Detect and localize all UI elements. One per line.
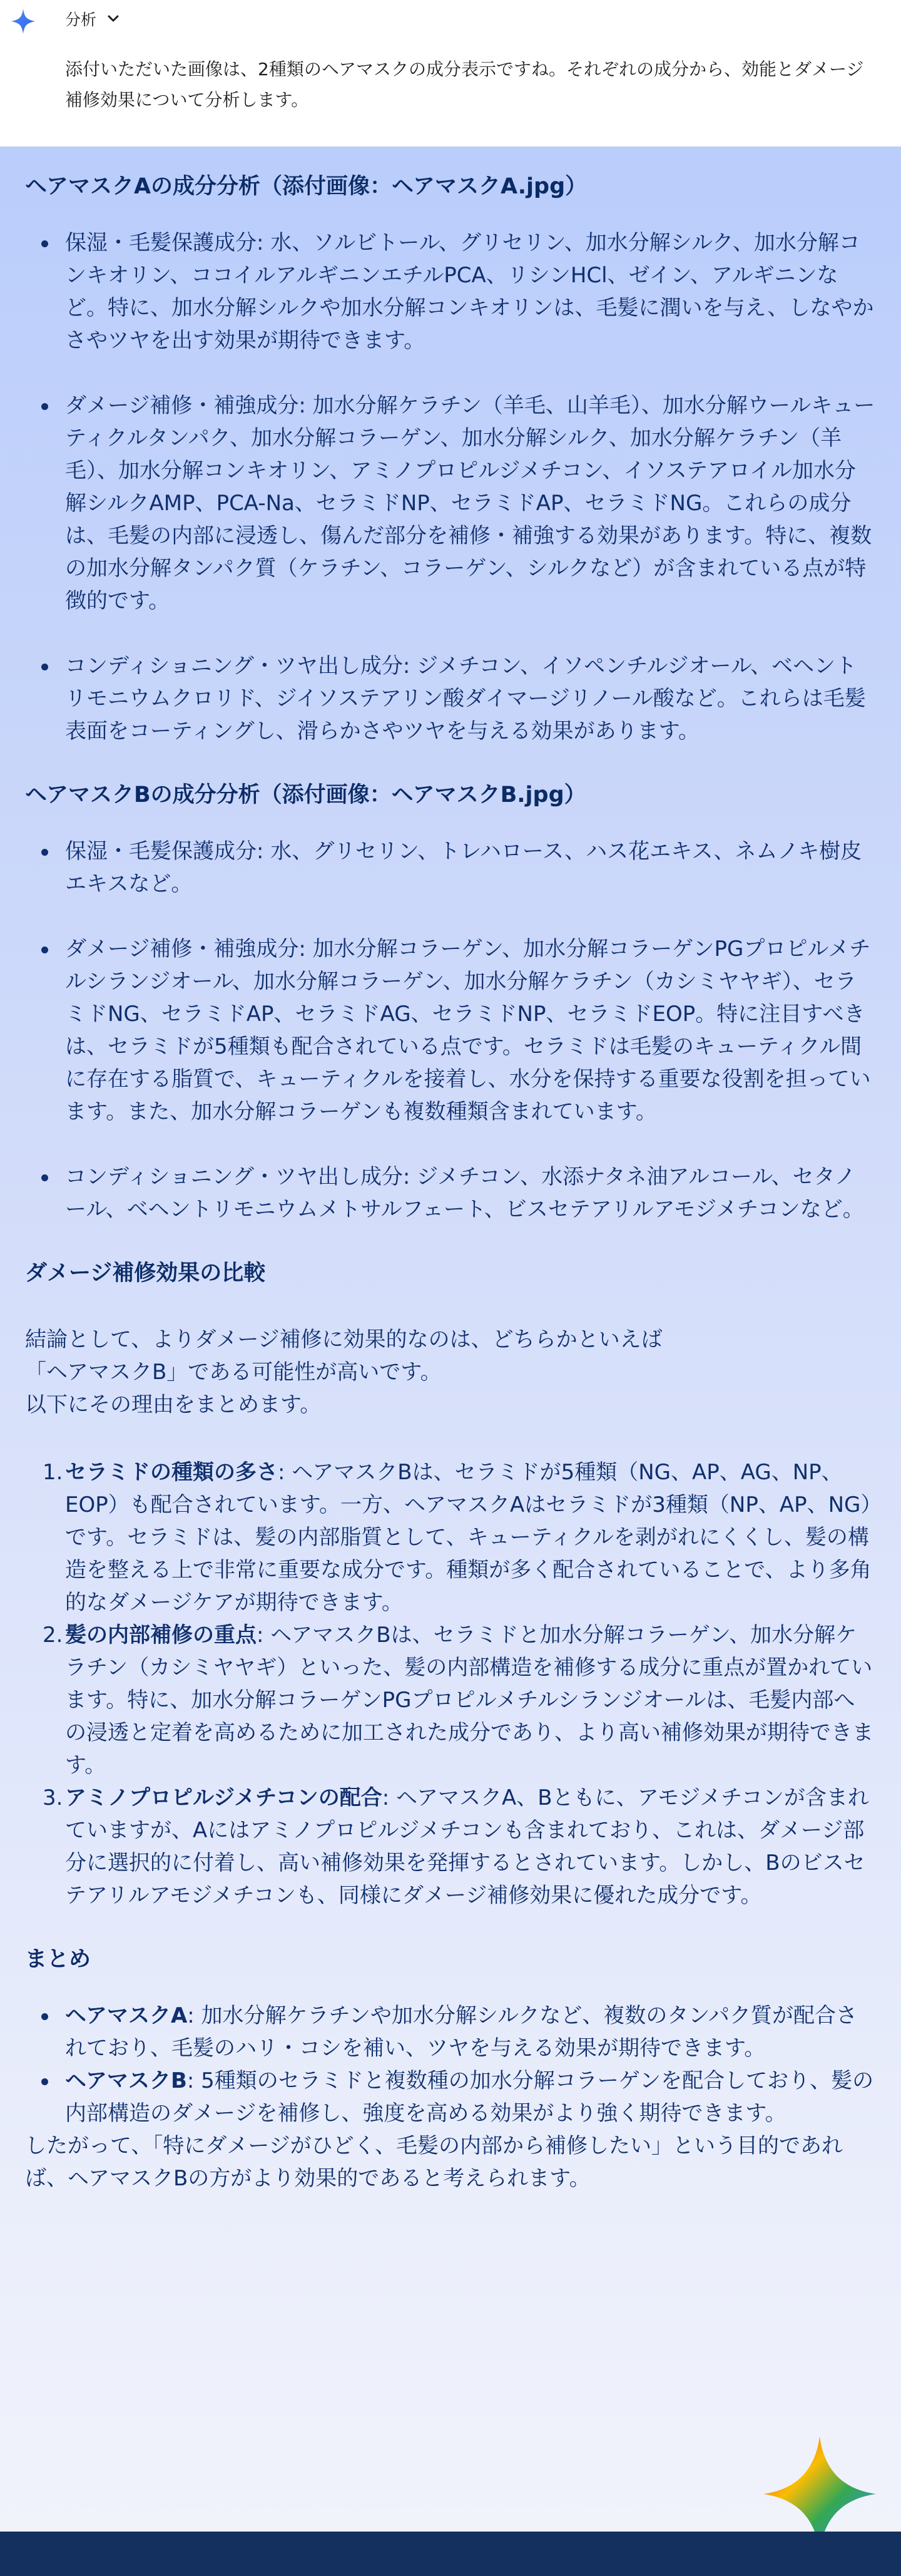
- summary-list: [25, 1999, 876, 2130]
- conclusion-line: 「ヘアマスクB」である可能性が高いです。: [25, 1360, 442, 1385]
- list-item: ダメージ補修・補強成分: 加水分解ケラチン（羊毛、山羊毛）、加水分解ウールキューティクルタンパク、加水分解コラーゲン、加水分解シルク、加水分解ケラチン（羊毛）、加水分解コンキオリン、アミノプロピルジメチコン、イソステアロイル加水分解シルクAMP、PCA-Na、セラミドNP、セラミドAP、セラミドNG。これらの成分は、毛髪の内部に浸透し、傷んだ部分を補修・補強する効果があります。特に、複数の加水分解タンパク質（ケラチン、コラーゲン、シルクなど）が含まれている点が特徴的です。: [25, 389, 876, 617]
- reason-item: [25, 1782, 876, 1912]
- summary-heading: まとめ: [25, 1947, 91, 1972]
- reason-title: アミノプロピルジメチコンの配合: [65, 1785, 382, 1810]
- gemini-logo-icon: [8, 6, 41, 40]
- summary-item-text: : 5種類のセラミドと複数種の加水分解コラーゲンを配合しており、髪の内部構造のダメージを補修し、強度を高める効果がより強く期待できます。: [65, 2068, 874, 2126]
- reason-text: : ヘアマスクBは、セラミドと加水分解コラーゲン、加水分解ケラチン（カシミヤヤギ）といった、髪の内部構造を補修する成分に重点が置かれています。特に、加水分解コラーゲンPGプロピルメチルシランジオールは、毛髪内部への浸透と定着を高めるために加工された成分であり、より高い補修効果が期待できます。: [65, 1623, 873, 1778]
- reason-number: 1.: [43, 1460, 63, 1485]
- reason-title: 髪の内部補修の重点: [65, 1623, 257, 1648]
- list-item: コンディショニング・ツヤ出し成分: ジメチコン、イソペンチルジオール、ベヘントリモニウムクロリド、ジイソステアリン酸ダイマージリノール酸など。これらは毛髪表面をコーティングし、滑らかさやツヤを与える効果があります。: [25, 650, 876, 747]
- conclusion-text: [25, 1323, 876, 1421]
- footer-bar: [0, 2532, 901, 2576]
- reason-item: [25, 1619, 876, 1782]
- reason-number: 2.: [43, 1623, 63, 1648]
- conclusion-line: 結論として、よりダメージ補修に効果的なのは、どちらかといえば: [25, 1327, 663, 1352]
- summary-item-text: : 加水分解ケラチンや加水分解シルクなど、複数のタンパク質が配合されており、毛髪のハリ・コシを補い、ツヤを与える効果が期待できます。: [65, 2003, 857, 2061]
- section-a-list: [25, 227, 876, 747]
- summary-item: [25, 1999, 876, 2065]
- reason-text: : ヘアマスクA、Bともに、アモジメチコンが含まれていますが、Aにはアミノプロピルジメチコンも含まれており、これは、ダメージ部分に選択的に付着し、高い補修効果を発揮するとされています。しかし、Bのビスセテアリルアモジメチコンも、同様にダメージ補修効果に優れた成分です。: [65, 1785, 869, 1908]
- section-b-heading: ヘアマスクBの成分分析（添付画像：ヘアマスクB.jpg）: [25, 783, 586, 808]
- conclusion-line: 以下にその理由をまとめます。: [25, 1392, 322, 1417]
- analysis-label: 分析: [65, 11, 97, 29]
- summary-item: [25, 2065, 876, 2130]
- comparison-heading: ダメージ補修効果の比較: [25, 1261, 266, 1286]
- analysis-content: [25, 172, 876, 2195]
- list-item: ダメージ補修・補強成分: 加水分解コラーゲン、加水分解コラーゲンPGプロピルメチルシランジオール、加水分解コラーゲン、加水分解ケラチン（カシミヤヤギ）、セラミドNG、セラミドAP、セラミドAG、セラミドNP、セラミドEOP。特に注目すべきは、セラミドが5種類も配合されている点です。セラミドは毛髪のキューティクル間に存在する脂質で、キューティクルを接着し、水分を保持する重要な役割を担っています。また、加水分解コラーゲンも複数種類含まれています。: [25, 933, 876, 1128]
- reason-number: 3.: [43, 1785, 63, 1810]
- section-b-list: [25, 835, 876, 1226]
- reason-text: : ヘアマスクBは、セラミドが5種類（NG、AP、AG、NP、EOP）も配合されています。一方、ヘアマスクAはセラミドが3種類（NP、AP、NG）です。セラミドは、髪の内部脂質として、キューティクルを剥がれにくくし、髪の構造を整える上で非常に重要な成分です。種類が多く配合されていることで、より多角的なダメージケアが期待できます。: [65, 1460, 872, 1615]
- chevron-down-icon: [105, 11, 121, 27]
- list-item: コンディショニング・ツヤ出し成分: ジメチコン、水添ナタネ油アルコール、セタノール、ベヘントリモニウムメトサルフェート、ビスセテアリルアモジメチコンなど。: [25, 1161, 876, 1226]
- summary-item-title: ヘアマスクB: [65, 2068, 187, 2093]
- summary-item-title: ヘアマスクA: [65, 2003, 188, 2028]
- analysis-panel: [0, 146, 901, 2532]
- section-a-heading: ヘアマスクAの成分分析（添付画像：ヘアマスクA.jpg）: [25, 174, 588, 199]
- intro-text: 添付いただいた画像は、2種類のヘアマスクの成分表示ですね。それぞれの成分から、効能とダメージ補修効果について分析します。: [65, 59, 864, 110]
- reason-title: セラミドの種類の多さ: [65, 1460, 278, 1485]
- closing-text: したがって、「特にダメージがひどく、毛髪の内部から補修したい」という目的であれば、ヘアマスクBの方がより効果的であると考えられます。: [25, 2133, 843, 2191]
- reasons-list: [25, 1456, 876, 1912]
- reason-item: [25, 1456, 876, 1619]
- list-item: 保湿・毛髪保護成分: 水、グリセリン、トレハロース、ハス花エキス、ネムノキ樹皮エキスなど。: [25, 835, 876, 900]
- top-bar: [0, 0, 901, 38]
- list-item: 保湿・毛髪保護成分: 水、ソルビトール、グリセリン、加水分解シルク、加水分解コンキオリン、ココイルアルギニンエチルPCA、リシンHCl、ゼイン、アルギニンなど。特に、加水分解シルクや加水分解コンキオリンは、毛髪に潤いを与え、しなやかさやツヤを出す効果が期待できます。: [25, 227, 876, 357]
- analysis-toggle[interactable]: [65, 8, 121, 30]
